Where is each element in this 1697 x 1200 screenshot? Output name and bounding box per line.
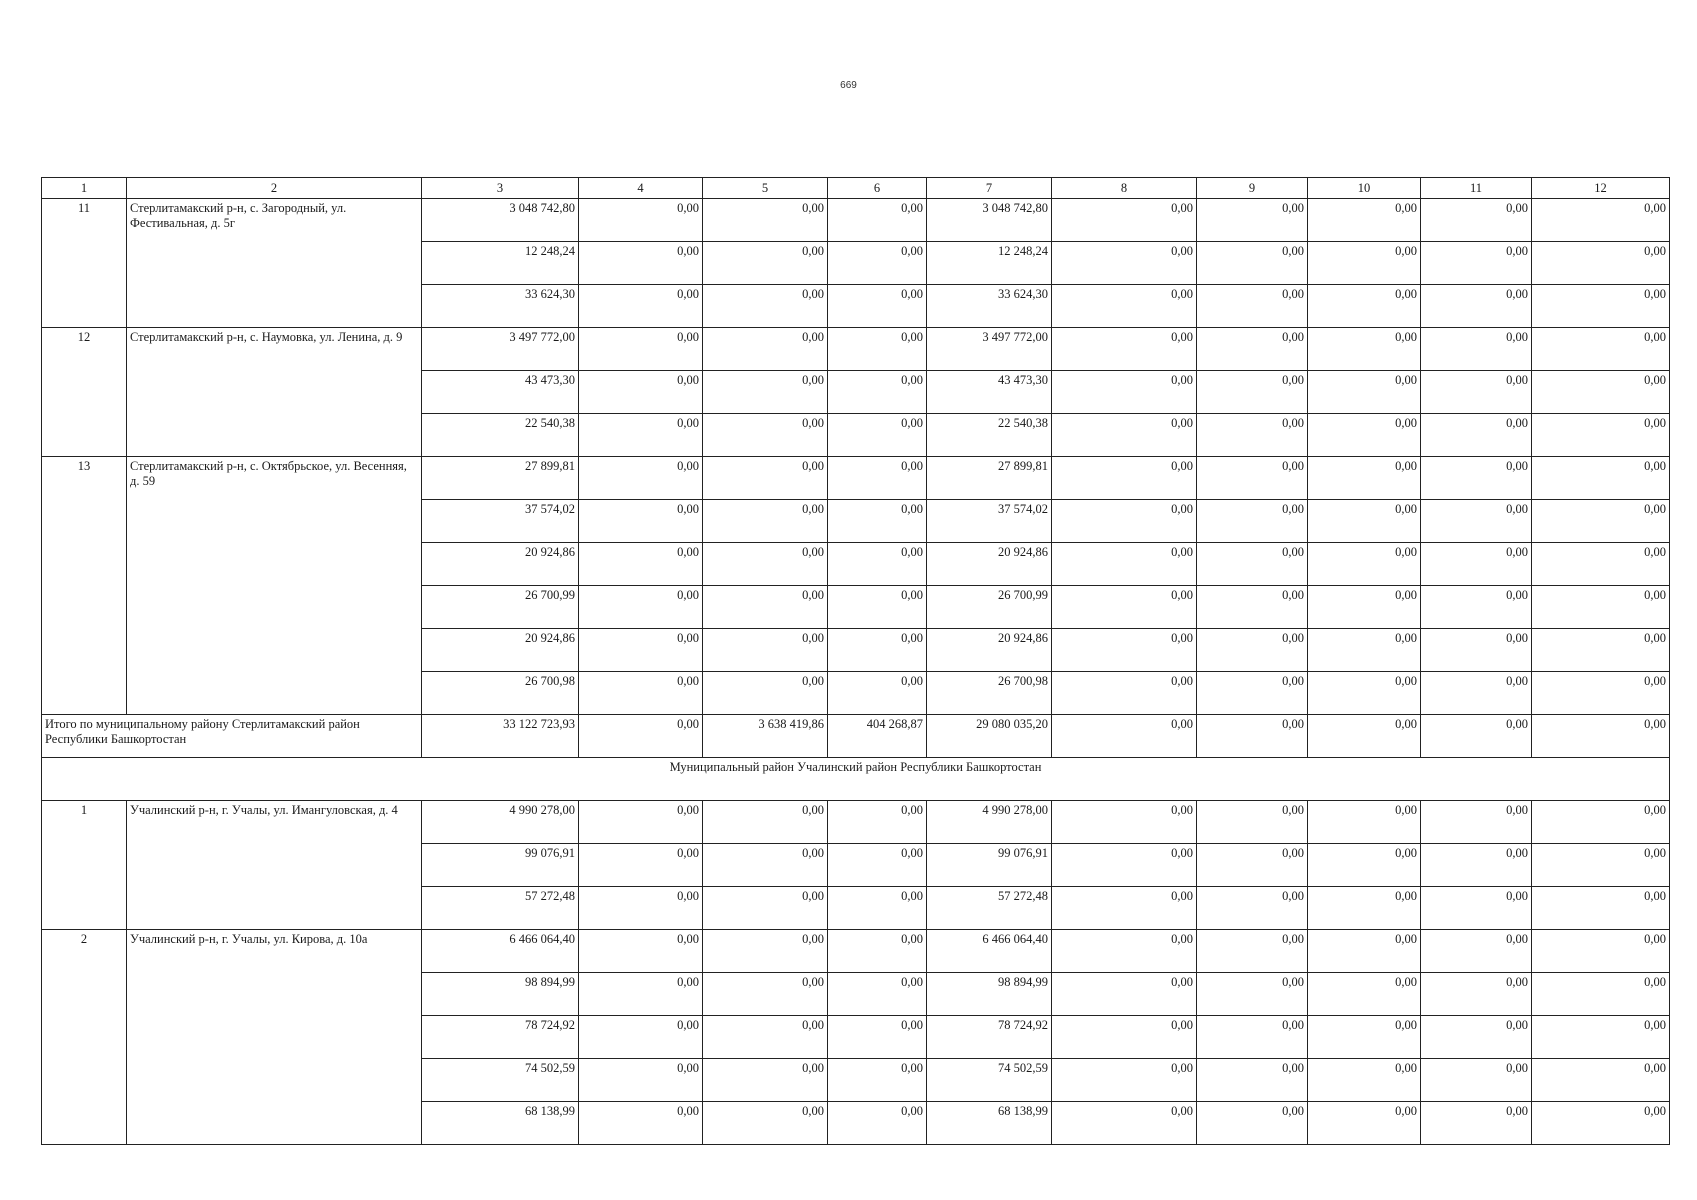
table-row — [42, 328, 1670, 371]
value-cell: 0,00 — [579, 414, 703, 457]
table-row — [42, 457, 1670, 500]
value-cell: 0,00 — [1197, 844, 1308, 887]
value-cell: 74 502,59 — [422, 1059, 579, 1102]
value-cell: 0,00 — [1197, 973, 1308, 1016]
value-cell: 0,00 — [1532, 371, 1670, 414]
value-cell: 0,00 — [1421, 1102, 1532, 1145]
value-cell: 0,00 — [1421, 887, 1532, 930]
total-value-cell: 0,00 — [1532, 715, 1670, 758]
value-cell: 0,00 — [1532, 1102, 1670, 1145]
value-cell: 22 540,38 — [422, 414, 579, 457]
value-cell: 0,00 — [1197, 242, 1308, 285]
column-header-row — [42, 178, 1670, 199]
value-cell: 68 138,99 — [422, 1102, 579, 1145]
value-cell: 98 894,99 — [927, 973, 1052, 1016]
row-number: 12 — [42, 328, 127, 457]
value-cell: 0,00 — [828, 371, 927, 414]
value-cell: 0,00 — [1532, 543, 1670, 586]
total-value-cell: 404 268,87 — [828, 715, 927, 758]
value-cell: 0,00 — [579, 930, 703, 973]
value-cell: 0,00 — [1308, 199, 1421, 242]
row-number: 1 — [42, 801, 127, 930]
value-cell: 0,00 — [579, 285, 703, 328]
value-cell: 78 724,92 — [927, 1016, 1052, 1059]
value-cell: 0,00 — [1308, 1102, 1421, 1145]
value-cell: 0,00 — [1197, 500, 1308, 543]
address-cell: Учалинский р-н, г. Учалы, ул. Кирова, д. 10а — [127, 930, 422, 1145]
value-cell: 0,00 — [579, 242, 703, 285]
value-cell: 99 076,91 — [422, 844, 579, 887]
value-cell: 0,00 — [1308, 543, 1421, 586]
value-cell: 0,00 — [1052, 801, 1197, 844]
value-cell: 37 574,02 — [927, 500, 1052, 543]
row-number: 11 — [42, 199, 127, 328]
value-cell: 0,00 — [1308, 887, 1421, 930]
value-cell: 99 076,91 — [927, 844, 1052, 887]
column-header: 4 — [579, 178, 703, 199]
value-cell: 43 473,30 — [422, 371, 579, 414]
value-cell: 0,00 — [1532, 887, 1670, 930]
value-cell: 0,00 — [1308, 1059, 1421, 1102]
value-cell: 0,00 — [1052, 543, 1197, 586]
value-cell: 0,00 — [1532, 930, 1670, 973]
value-cell: 0,00 — [703, 543, 828, 586]
value-cell: 0,00 — [1532, 414, 1670, 457]
value-cell: 0,00 — [1421, 543, 1532, 586]
value-cell: 0,00 — [1308, 328, 1421, 371]
table-row — [42, 801, 1670, 844]
value-cell: 0,00 — [1052, 1059, 1197, 1102]
value-cell: 0,00 — [703, 887, 828, 930]
value-cell: 12 248,24 — [927, 242, 1052, 285]
value-cell: 0,00 — [1052, 328, 1197, 371]
value-cell: 0,00 — [579, 328, 703, 371]
value-cell: 0,00 — [1052, 371, 1197, 414]
row-number: 13 — [42, 457, 127, 715]
value-cell: 0,00 — [828, 672, 927, 715]
value-cell: 0,00 — [579, 672, 703, 715]
value-cell: 0,00 — [1197, 371, 1308, 414]
value-cell: 0,00 — [1308, 371, 1421, 414]
value-cell: 0,00 — [1052, 414, 1197, 457]
value-cell: 0,00 — [1532, 629, 1670, 672]
value-cell: 57 272,48 — [422, 887, 579, 930]
value-cell: 0,00 — [1197, 414, 1308, 457]
value-cell: 0,00 — [1308, 973, 1421, 1016]
value-cell: 0,00 — [828, 500, 927, 543]
value-cell: 0,00 — [1532, 500, 1670, 543]
value-cell: 0,00 — [1532, 801, 1670, 844]
value-cell: 0,00 — [828, 844, 927, 887]
value-cell: 20 924,86 — [422, 629, 579, 672]
value-cell: 0,00 — [703, 457, 828, 500]
value-cell: 3 497 772,00 — [927, 328, 1052, 371]
value-cell: 3 048 742,80 — [422, 199, 579, 242]
value-cell: 3 497 772,00 — [422, 328, 579, 371]
value-cell: 0,00 — [1421, 672, 1532, 715]
column-header: 8 — [1052, 178, 1197, 199]
value-cell: 0,00 — [1421, 414, 1532, 457]
value-cell: 0,00 — [1197, 1016, 1308, 1059]
value-cell: 0,00 — [1052, 285, 1197, 328]
value-cell: 0,00 — [1308, 672, 1421, 715]
total-value-cell: 0,00 — [579, 715, 703, 758]
column-header: 5 — [703, 178, 828, 199]
value-cell: 0,00 — [1421, 930, 1532, 973]
value-cell: 0,00 — [828, 285, 927, 328]
value-cell: 57 272,48 — [927, 887, 1052, 930]
value-cell: 0,00 — [1308, 414, 1421, 457]
value-cell: 0,00 — [703, 199, 828, 242]
value-cell: 0,00 — [1052, 199, 1197, 242]
total-value-cell: 0,00 — [1421, 715, 1532, 758]
value-cell: 0,00 — [1421, 285, 1532, 328]
value-cell: 0,00 — [579, 371, 703, 414]
value-cell: 26 700,98 — [927, 672, 1052, 715]
value-cell: 0,00 — [579, 199, 703, 242]
value-cell: 0,00 — [1532, 242, 1670, 285]
value-cell: 0,00 — [1532, 457, 1670, 500]
value-cell: 0,00 — [828, 242, 927, 285]
value-cell: 0,00 — [1532, 199, 1670, 242]
value-cell: 26 700,99 — [422, 586, 579, 629]
value-cell: 0,00 — [1197, 801, 1308, 844]
value-cell: 0,00 — [1052, 586, 1197, 629]
value-cell: 0,00 — [579, 586, 703, 629]
value-cell: 0,00 — [828, 930, 927, 973]
value-cell: 0,00 — [1532, 586, 1670, 629]
value-cell: 0,00 — [579, 844, 703, 887]
value-cell: 0,00 — [703, 371, 828, 414]
value-cell: 0,00 — [703, 328, 828, 371]
value-cell: 0,00 — [579, 801, 703, 844]
address-cell: Стерлитамакский р-н, с. Загородный, ул. Фестивальная, д. 5г — [127, 199, 422, 328]
total-value-cell: 29 080 035,20 — [927, 715, 1052, 758]
column-header: 3 — [422, 178, 579, 199]
value-cell: 0,00 — [1052, 672, 1197, 715]
value-cell: 0,00 — [579, 629, 703, 672]
value-cell: 0,00 — [1052, 1016, 1197, 1059]
value-cell: 0,00 — [1421, 500, 1532, 543]
address-cell: Стерлитамакский р-н, с. Октябрьское, ул. Весенняя, д. 59 — [127, 457, 422, 715]
value-cell: 0,00 — [828, 414, 927, 457]
value-cell: 0,00 — [828, 457, 927, 500]
value-cell: 33 624,30 — [422, 285, 579, 328]
value-cell: 0,00 — [703, 973, 828, 1016]
value-cell: 0,00 — [1532, 328, 1670, 371]
value-cell: 0,00 — [1308, 1016, 1421, 1059]
value-cell: 0,00 — [1421, 844, 1532, 887]
value-cell: 0,00 — [579, 1059, 703, 1102]
value-cell: 0,00 — [828, 328, 927, 371]
value-cell: 4 990 278,00 — [422, 801, 579, 844]
value-cell: 0,00 — [703, 586, 828, 629]
value-cell: 0,00 — [1308, 500, 1421, 543]
value-cell: 0,00 — [1052, 629, 1197, 672]
value-cell: 0,00 — [1197, 629, 1308, 672]
value-cell: 12 248,24 — [422, 242, 579, 285]
section-title: Муниципальный район Учалинский район Республики Башкортостан — [42, 758, 1670, 801]
value-cell: 0,00 — [1052, 242, 1197, 285]
value-cell: 0,00 — [1197, 543, 1308, 586]
total-value-cell: 0,00 — [1052, 715, 1197, 758]
value-cell: 0,00 — [1052, 500, 1197, 543]
column-header: 1 — [42, 178, 127, 199]
value-cell: 0,00 — [1421, 371, 1532, 414]
value-cell: 33 624,30 — [927, 285, 1052, 328]
value-cell: 0,00 — [1308, 801, 1421, 844]
column-header: 10 — [1308, 178, 1421, 199]
value-cell: 43 473,30 — [927, 371, 1052, 414]
value-cell: 68 138,99 — [927, 1102, 1052, 1145]
value-cell: 0,00 — [703, 242, 828, 285]
value-cell: 0,00 — [1308, 930, 1421, 973]
value-cell: 0,00 — [579, 457, 703, 500]
value-cell: 0,00 — [1308, 629, 1421, 672]
value-cell: 0,00 — [1197, 1102, 1308, 1145]
value-cell: 0,00 — [1532, 1016, 1670, 1059]
address-cell: Стерлитамакский р-н, с. Наумовка, ул. Ленина, д. 9 — [127, 328, 422, 457]
value-cell: 6 466 064,40 — [422, 930, 579, 973]
total-value-cell: 0,00 — [1308, 715, 1421, 758]
value-cell: 0,00 — [1421, 242, 1532, 285]
value-cell: 20 924,86 — [927, 543, 1052, 586]
value-cell: 0,00 — [703, 414, 828, 457]
value-cell: 0,00 — [1197, 285, 1308, 328]
page-number: 669 — [840, 80, 857, 91]
value-cell: 0,00 — [1052, 844, 1197, 887]
value-cell: 0,00 — [1532, 672, 1670, 715]
value-cell: 0,00 — [579, 1016, 703, 1059]
value-cell: 0,00 — [703, 285, 828, 328]
value-cell: 0,00 — [579, 543, 703, 586]
value-cell: 0,00 — [1308, 844, 1421, 887]
value-cell: 0,00 — [828, 1016, 927, 1059]
value-cell: 0,00 — [1052, 1102, 1197, 1145]
value-cell: 0,00 — [1532, 844, 1670, 887]
value-cell: 0,00 — [1197, 199, 1308, 242]
value-cell: 0,00 — [1421, 457, 1532, 500]
value-cell: 0,00 — [703, 629, 828, 672]
value-cell: 0,00 — [1421, 586, 1532, 629]
value-cell: 0,00 — [1308, 285, 1421, 328]
value-cell: 22 540,38 — [927, 414, 1052, 457]
value-cell: 27 899,81 — [927, 457, 1052, 500]
total-row — [42, 715, 1670, 758]
value-cell: 0,00 — [1421, 973, 1532, 1016]
value-cell: 98 894,99 — [422, 973, 579, 1016]
value-cell: 0,00 — [579, 973, 703, 1016]
value-cell: 0,00 — [1421, 1059, 1532, 1102]
value-cell: 0,00 — [1421, 801, 1532, 844]
column-header: 7 — [927, 178, 1052, 199]
value-cell: 27 899,81 — [422, 457, 579, 500]
value-cell: 74 502,59 — [927, 1059, 1052, 1102]
value-cell: 6 466 064,40 — [927, 930, 1052, 973]
value-cell: 0,00 — [828, 887, 927, 930]
value-cell: 0,00 — [1197, 887, 1308, 930]
value-cell: 0,00 — [703, 930, 828, 973]
value-cell: 0,00 — [703, 844, 828, 887]
value-cell: 0,00 — [1197, 457, 1308, 500]
value-cell: 26 700,98 — [422, 672, 579, 715]
total-value-cell: 33 122 723,93 — [422, 715, 579, 758]
value-cell: 0,00 — [1197, 328, 1308, 371]
value-cell: 0,00 — [1532, 973, 1670, 1016]
value-cell: 20 924,86 — [422, 543, 579, 586]
value-cell: 0,00 — [703, 801, 828, 844]
value-cell: 0,00 — [703, 1059, 828, 1102]
value-cell: 0,00 — [703, 1102, 828, 1145]
value-cell: 0,00 — [579, 1102, 703, 1145]
value-cell: 0,00 — [1532, 1059, 1670, 1102]
value-cell: 0,00 — [1308, 242, 1421, 285]
total-value-cell: 0,00 — [1197, 715, 1308, 758]
value-cell: 78 724,92 — [422, 1016, 579, 1059]
value-cell: 37 574,02 — [422, 500, 579, 543]
address-cell: Учалинский р-н, г. Учалы, ул. Имангуловская, д. 4 — [127, 801, 422, 930]
section-row — [42, 758, 1670, 801]
value-cell: 3 048 742,80 — [927, 199, 1052, 242]
value-cell: 0,00 — [1052, 457, 1197, 500]
value-cell: 0,00 — [703, 672, 828, 715]
column-header: 6 — [828, 178, 927, 199]
value-cell: 0,00 — [579, 500, 703, 543]
value-cell: 0,00 — [1197, 1059, 1308, 1102]
value-cell: 0,00 — [1052, 887, 1197, 930]
value-cell: 0,00 — [828, 1059, 927, 1102]
value-cell: 0,00 — [828, 629, 927, 672]
total-label: Итого по муниципальному району Стерлитамакский район Республики Башкортостан — [42, 715, 422, 758]
value-cell: 26 700,99 — [927, 586, 1052, 629]
value-cell: 0,00 — [703, 1016, 828, 1059]
value-cell: 0,00 — [1421, 328, 1532, 371]
table-row — [42, 930, 1670, 973]
row-number: 2 — [42, 930, 127, 1145]
value-cell: 0,00 — [1052, 973, 1197, 1016]
value-cell: 0,00 — [1421, 629, 1532, 672]
value-cell: 0,00 — [1197, 930, 1308, 973]
value-cell: 0,00 — [1308, 457, 1421, 500]
value-cell: 0,00 — [1052, 930, 1197, 973]
value-cell: 0,00 — [828, 973, 927, 1016]
value-cell: 0,00 — [579, 887, 703, 930]
value-cell: 0,00 — [828, 1102, 927, 1145]
value-cell: 0,00 — [828, 543, 927, 586]
data-table — [41, 177, 1670, 1145]
column-header: 11 — [1421, 178, 1532, 199]
value-cell: 0,00 — [1532, 285, 1670, 328]
value-cell: 0,00 — [828, 199, 927, 242]
value-cell: 20 924,86 — [927, 629, 1052, 672]
table-row — [42, 199, 1670, 242]
column-header: 12 — [1532, 178, 1670, 199]
column-header: 2 — [127, 178, 422, 199]
value-cell: 4 990 278,00 — [927, 801, 1052, 844]
total-value-cell: 3 638 419,86 — [703, 715, 828, 758]
value-cell: 0,00 — [1308, 586, 1421, 629]
value-cell: 0,00 — [1421, 199, 1532, 242]
value-cell: 0,00 — [828, 801, 927, 844]
value-cell: 0,00 — [828, 586, 927, 629]
value-cell: 0,00 — [1197, 586, 1308, 629]
column-header: 9 — [1197, 178, 1308, 199]
value-cell: 0,00 — [1197, 672, 1308, 715]
value-cell: 0,00 — [703, 500, 828, 543]
value-cell: 0,00 — [1421, 1016, 1532, 1059]
